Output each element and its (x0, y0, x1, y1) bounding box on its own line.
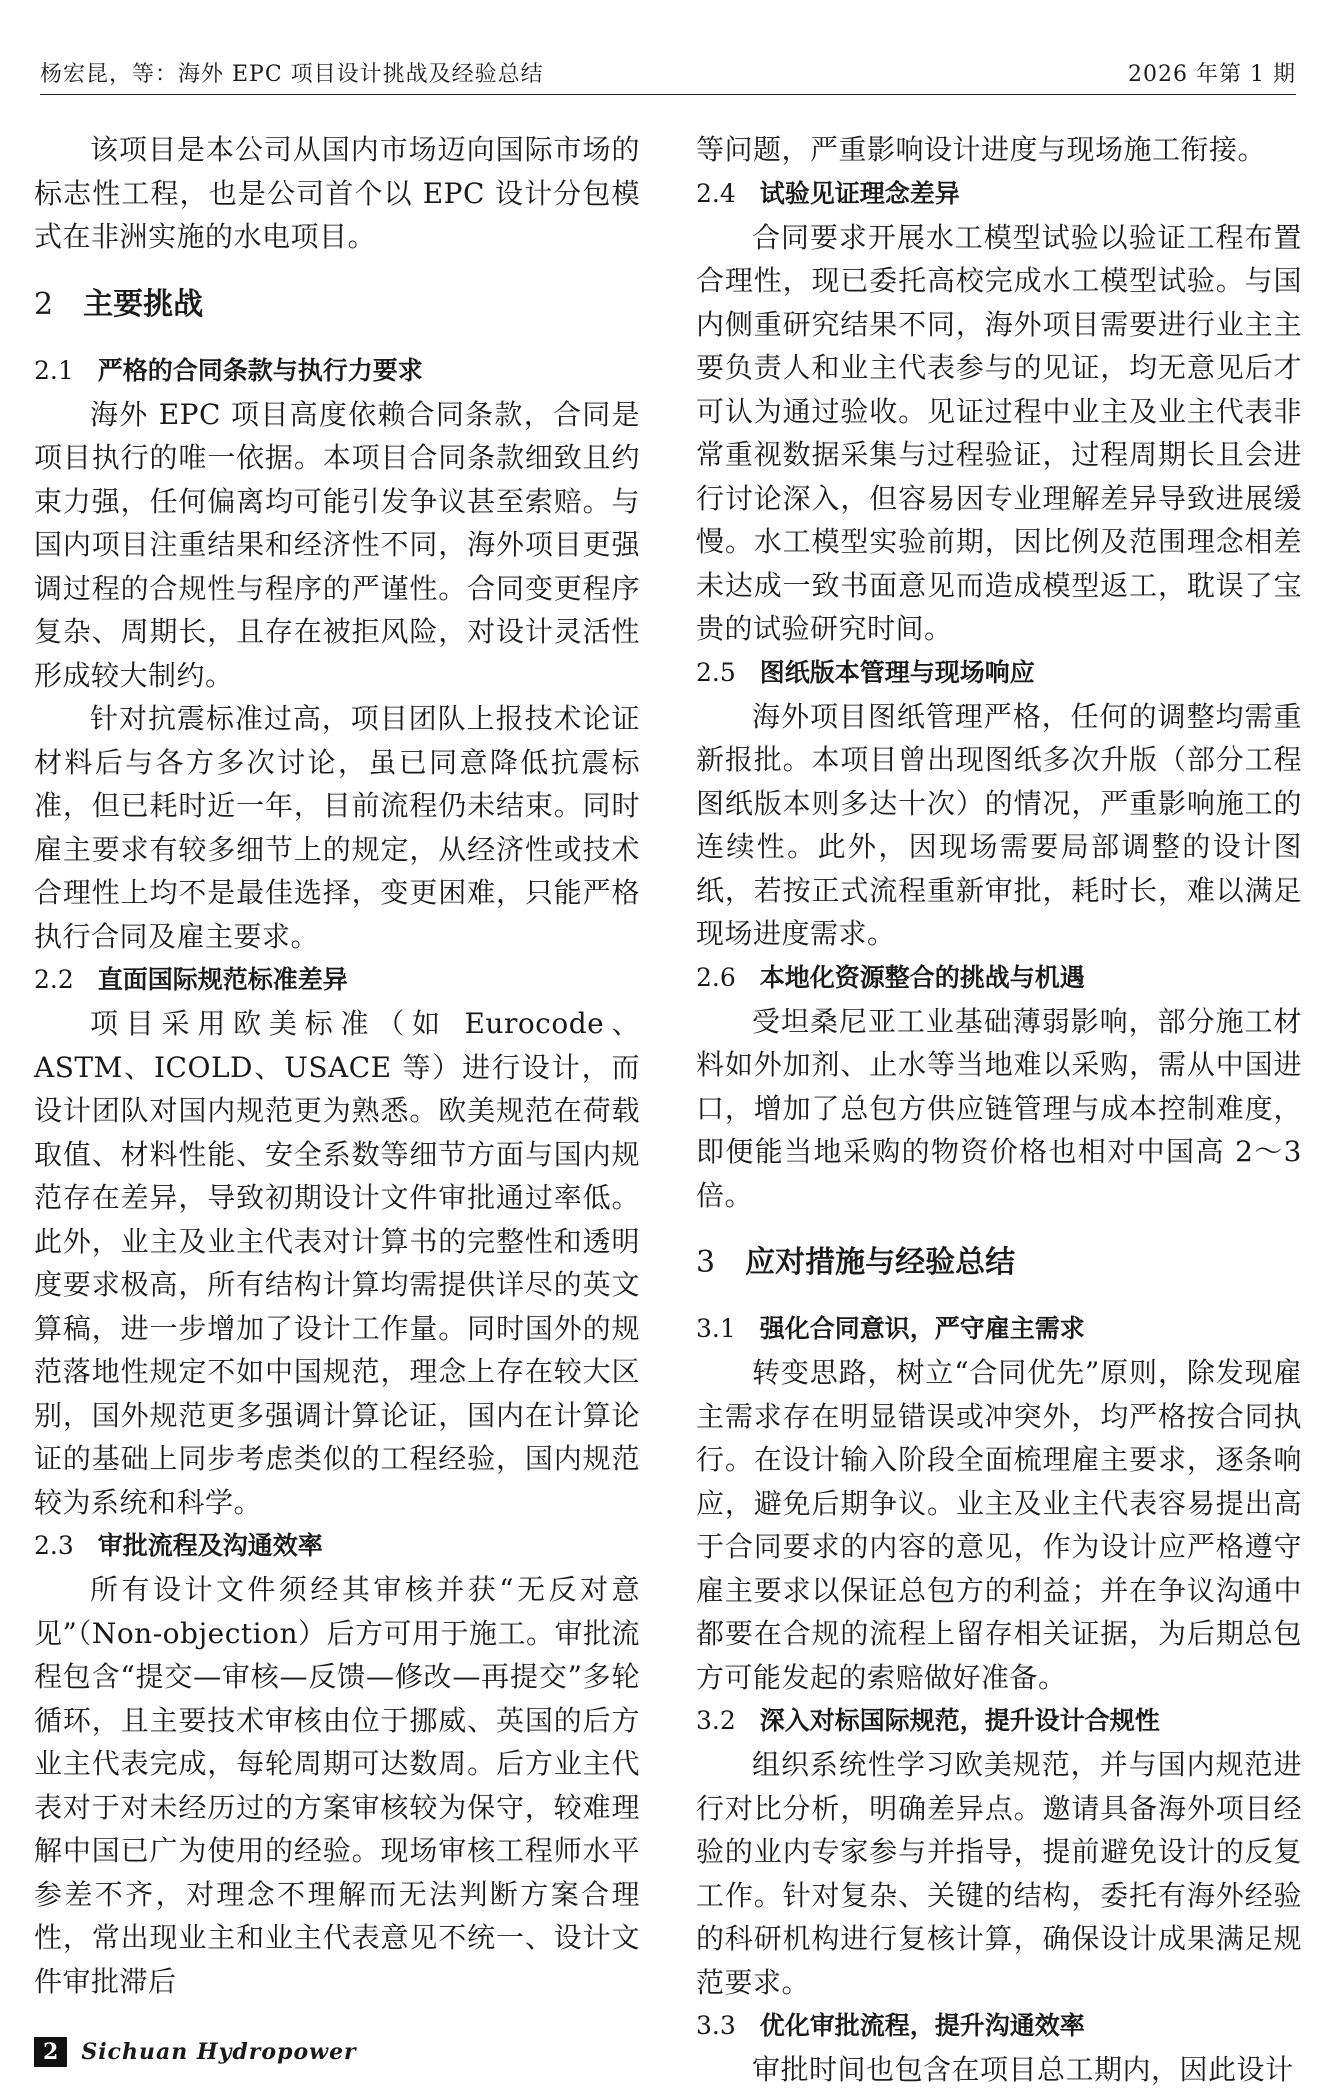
subsection-2-1-heading (34, 349, 640, 393)
subsection-title: 审批流程及沟通效率 (97, 1531, 323, 1560)
subsection-title: 本地化资源整合的挑战与机遇 (759, 962, 1085, 992)
running-footer (34, 2036, 357, 2068)
section-number: 2 (34, 286, 54, 322)
subsection-number: 2.4 (696, 178, 736, 208)
subsection-number: 2.5 (696, 657, 736, 687)
right-column (696, 128, 1302, 2086)
subsection-3-1-heading (696, 1307, 1302, 1351)
paragraph-continued: 等问题，严重影响设计进度与现场施工衔接。 (696, 133, 1267, 166)
subsection-number: 3.2 (696, 1706, 736, 1735)
subsection-title: 深入对标国际规范，提升设计合规性 (759, 1706, 1160, 1735)
subsection-title: 试验见证理念差异 (759, 178, 960, 208)
running-header (40, 60, 1296, 95)
paragraph: 海外 EPC 项目高度依赖合同条款，合同是项目执行的唯一依据。本项目合同条款细致且约束力强，任何偏离均可能引发争议甚至索赔。与国内项目注重结果和经济性不同，海外项目更强调过程的合规性与程序的严谨性。合同变更程序复杂、周期长，且存在被拒风险，对设计灵活性形成较大制约。 (34, 397, 640, 692)
subsection-number: 3.3 (696, 2011, 736, 2040)
subsection-2-2-heading (34, 958, 640, 1002)
subsection-title: 优化审批流程，提升沟通效率 (759, 2011, 1085, 2040)
subsection-number: 2.3 (34, 1531, 74, 1560)
subsection-number: 3.1 (696, 1314, 736, 1343)
subsection-3-3-heading (696, 2004, 1302, 2048)
paragraph: 针对抗震标准过高，项目团队上报技术论证材料后与各方多次讨论，虽已同意降低抗震标准，但已耗时近一年，目前流程仍未结束。同时雇主要求有较多细节上的规定，从经济性或技术合理性上均不是最佳选择，变更困难，只能严格执行合同及雇主要求。 (34, 702, 640, 953)
intro-paragraph: 该项目是本公司从国内市场迈向国际市场的标志性工程，也是公司首个以 EPC 设计分包模式在非洲实施的水电项目。 (34, 133, 640, 253)
header-authors-title: 杨宏昆，等：海外 EPC 项目设计挑战及经验总结 (40, 62, 544, 87)
section-3-heading (696, 1241, 1302, 1285)
subsection-2-5-heading (696, 651, 1302, 695)
subsection-2-4-heading (696, 172, 1302, 216)
subsection-title: 强化合同意识，严守雇主需求 (759, 1314, 1085, 1343)
left-column (34, 128, 640, 2008)
section-title: 应对措施与经验总结 (745, 1245, 1016, 1280)
paragraph: 项目采用欧美标准（如 Eurocode、ASTM、ICOLD、USACE 等）进行设计，而设计团队对国内规范更为熟悉。欧美规范在荷载取值、材料性能、安全系数等细节方面与国内规范存在差异，导致初期设计文件审批通过率低。此外，业主及业主代表对计算书的完整性和透明度要求极高，所有结构计算均需提供详尽的英文算稿，进一步增加了设计工作量。同时国外的规范落地性规定不如中国规范，理念上存在较大区别，国外规范更多强调计算论证，国内在计算论证的基础上同步考虑类似的工程经验，国内规范较为系统和科学。 (34, 1007, 640, 1519)
paragraph: 转变思路，树立“合同优先”原则，除发现雇主需求存在明显错误或冲突外，均严格按合同执行。在设计输入阶段全面梳理雇主要求，逐条响应，避免后期争议。业主及业主代表容易提出高于合同要求的内容的意见，作为设计应严格遵守雇主要求以保证总包方的利益；并在争议沟通中都要在合规的流程上留存相关证据，为后期总包方可能发起的索赔做好准备。 (696, 1356, 1302, 1694)
subsection-number: 2.1 (34, 355, 74, 385)
subsection-2-3-heading (34, 1524, 640, 1568)
section-title: 主要挑战 (83, 286, 204, 322)
paragraph: 所有设计文件须经其审核并获“无反对意见”（Non-objection）后方可用于施工。审批流程包含“提交—审核—反馈—修改—再提交”多轮循环，且主要技术审核由位于挪威、英国的后方业主代表完成，每轮周期可达数周。后方业主代表对于对未经历过的方案审核较为保守，较难理解中国已广为使用的经验。现场审核工程师水平参差不齐，对理念不理解而无法判断方案合理性，常出现业主和业主代表意见不统一、设计文件审批滞后 (34, 1573, 640, 1998)
subsection-2-6-heading (696, 956, 1302, 1000)
paragraph: 海外项目图纸管理严格，任何的调整均需重新报批。本项目曾出现图纸多次升版（部分工程图纸版本则多达十次）的情况，严重影响施工的连续性。此外，因现场需要局部调整的设计图纸，若按正式流程重新审批，耗时长，难以满足现场进度需求。 (696, 699, 1302, 950)
journal-name: Sichuan Hydropower (81, 2039, 357, 2065)
header-issue: 2026 年第 1 期 (1128, 62, 1296, 87)
paragraph: 合同要求开展水工模型试验以验证工程布置合理性，现已委托高校完成水工模型试验。与国内侧重研究结果不同，海外项目需要进行业主主要负责人和业主代表参与的见证，均无意见后才可认为通过验收。见证过程中业主及业主代表非常重视数据采集与过程验证，过程周期长且会进行讨论深入，但容易因专业理解差异导致进展缓慢。水工模型实验前期，因比例及范围理念相差未达成一致书面意见而造成模型返工，耽误了宝贵的试验研究时间。 (696, 220, 1302, 645)
subsection-title: 图纸版本管理与现场响应 (759, 657, 1035, 687)
subsection-title: 直面国际规范标准差异 (97, 965, 348, 994)
section-2-heading (34, 283, 640, 327)
subsection-3-2-heading (696, 1699, 1302, 1743)
subsection-title: 严格的合同条款与执行力要求 (97, 355, 423, 385)
paragraph: 审批时间也包含在项目总工期内，因此设计 (752, 2053, 1294, 2086)
page-number: 2 (34, 2037, 67, 2067)
paragraph: 组织系统性学习欧美规范，并与国内规范进行对比分析，明确差异点。邀请具备海外项目经验的业内专家参与并指导，提前避免设计的反复工作。针对复杂、关键的结构，委托有海外经验的科研机构进行复核计算，确保设计成果满足规范要求。 (696, 1748, 1302, 1999)
subsection-number: 2.2 (34, 965, 74, 994)
subsection-number: 2.6 (696, 962, 736, 992)
section-number: 3 (696, 1245, 716, 1280)
paragraph: 受坦桑尼亚工业基础薄弱影响，部分施工材料如外加剂、止水等当地难以采购，需从中国进口，增加了总包方供应链管理与成本控制难度，即便能当地采购的物资价格也相对中国高 2～3 倍。 (696, 1004, 1302, 1212)
